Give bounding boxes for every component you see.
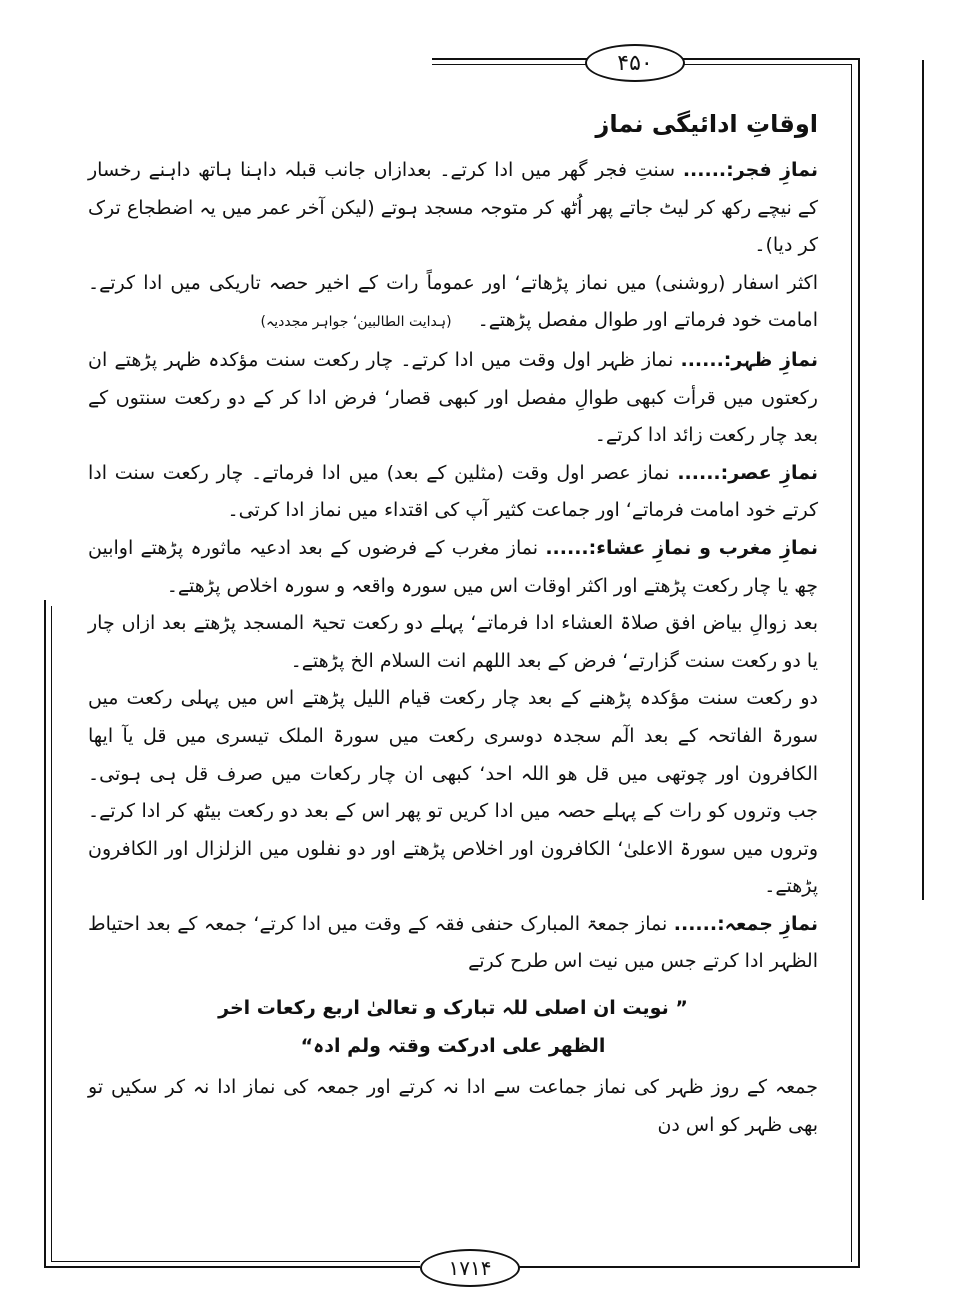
section-text: نماز مغرب کے فرضوں کے بعد ادعیہ ماثورہ پڑھتے اوابین چھ یا چار رکعت پڑھتے اور اکثر اوقات اس میں سورہ واقعہ و سورہ اخلاص پڑھتے۔ xyxy=(88,536,818,597)
frame-left-outer xyxy=(44,600,46,1268)
section-night-prayer xyxy=(88,680,818,906)
frame-bottom-line xyxy=(44,1266,420,1268)
section-fajr xyxy=(88,152,818,265)
section-text: سنتِ فجر گھر میں ادا کرتے۔ بعدازاں جانب قبلہ داہنا ہاتھ داہنے رخسار کے نیچے رکھ کر لیٹ جاتے پھر اُٹھ کر متوجہ مسجد ہوتے (لیکن آخر عمر میں یہ اضطجاع ترک کر دیا)۔ xyxy=(88,159,818,257)
frame-right-inner xyxy=(851,64,852,1262)
section-label: نمازِ فجر:...... xyxy=(682,159,818,181)
section-text: نماز عصر اول وقت (مثلین کے بعد) میں ادا فرماتے۔ چار رکعت سنت ادا کرتے خود امامت فرماتے‘ اور جماعت کثیر آپ کی اقتداء میں نماز ادا کرتی۔ xyxy=(88,461,818,522)
closing-text: جمعہ کے روز ظہر کی نماز جماعت سے ادا نہ کرتے اور جمعہ کی نماز ادا نہ کر سکیں تو بھی ظہر کو اس دن xyxy=(88,1076,818,1136)
section-asr xyxy=(88,455,818,530)
frame-bottom-right-line xyxy=(516,1266,860,1268)
quote-line-1: ” نویت ان اصلی للہ تبارک و تعالیٰ اربع رکعات اخر xyxy=(218,997,688,1020)
page-number-bottom: ۱۷۱۴ xyxy=(420,1249,520,1287)
page-content xyxy=(88,96,818,1144)
section-maghrib-isha xyxy=(88,530,818,605)
reference-citation: (ہدایت الطالبین‘ جواہر مجددیہ) xyxy=(260,314,452,331)
frame-left-inner xyxy=(51,606,52,1262)
section-label: نمازِ ظہر:...... xyxy=(680,348,818,371)
section-fajr-timing xyxy=(88,265,818,342)
section-jumuah xyxy=(88,906,818,981)
section-text: نماز جمعۃ المبارک حنفی فقہ کے وقت میں ادا کرتے‘ جمعہ کے بعد احتیاط الظہر ادا کرتے جس میں نیت اس طرح کرتے xyxy=(88,912,818,973)
section-label: نمازِ مغرب و نمازِ عشاء:...... xyxy=(545,536,818,559)
page-heading: اوقاتِ ادائیگی نماز xyxy=(595,110,818,138)
section-isha-details xyxy=(88,605,818,680)
section-zuhr xyxy=(88,342,818,455)
section-text: بعد زوالِ بیاض افق صلاۃ العشاء ادا فرماتے‘ پہلے دو رکعت تحیۃ المسجد پڑھتے بعد ازاں چار یا دو رکعت سنت گزارتے‘ فرض کے بعد اللھم انت السلام الخ پڑھتے۔ xyxy=(88,612,818,672)
section-text: اکثر اسفار (روشنی) میں نماز پڑھاتے‘ اور عموماً رات کے اخیر حصہ تاریکی میں ادا کرتے۔ امامت خود فرماتے اور طوال مفصل پڑھتے۔ xyxy=(88,271,818,332)
niyyah-quote xyxy=(88,981,818,1065)
section-text: دو رکعت سنت مؤکدہ پڑھنے کے بعد چار رکعت قیام اللیل پڑھتے اس میں پہلی رکعت میں سورۃ الفاتحہ کے بعد الٓم سجدہ دوسری رکعت میں سورۃ الملک تیسری میں قل یآ ایھا الکافرون اور چوتھی میں قل ھو اللہ احد‘ کبھی ان چار رکعات میں صرف قل ہی ہوتی۔ جب وتروں کو رات کے پہلے حصہ میں ادا کریں تو پھر اس کے بعد دو رکعت بیٹھ کر ادا کرتے۔ وتروں میں سورۃ الاعلیٰ‘ الکافرون اور اخلاص پڑھتے اور دو نفلوں میں الزلزال اور الکافرون پڑھتے۔ xyxy=(88,687,818,898)
section-label: نمازِ جمعہ:...... xyxy=(673,912,818,935)
frame-right-thin xyxy=(922,60,924,900)
frame-right-outer xyxy=(858,58,860,1268)
quote-line-2: الظھر علی ادرکت وقتہ ولم ادہ“ xyxy=(300,1035,606,1058)
section-text: نماز ظہر اول وقت میں ادا کرتے۔ چار رکعت سنت مؤکدہ ظہر پڑھتے ان رکعتوں میں قرأت کبھی طوالِ مفصل اور کبھی قصار‘ فرض ادا کر کے دو رکعت سنتوں کے بعد چار رکعت زائد ادا کرتے۔ xyxy=(88,348,818,447)
frame-bottom-line-inner xyxy=(51,1261,420,1262)
section-label: نمازِ عصر:...... xyxy=(677,461,819,484)
page-number-top: ۴۵۰ xyxy=(585,44,685,82)
